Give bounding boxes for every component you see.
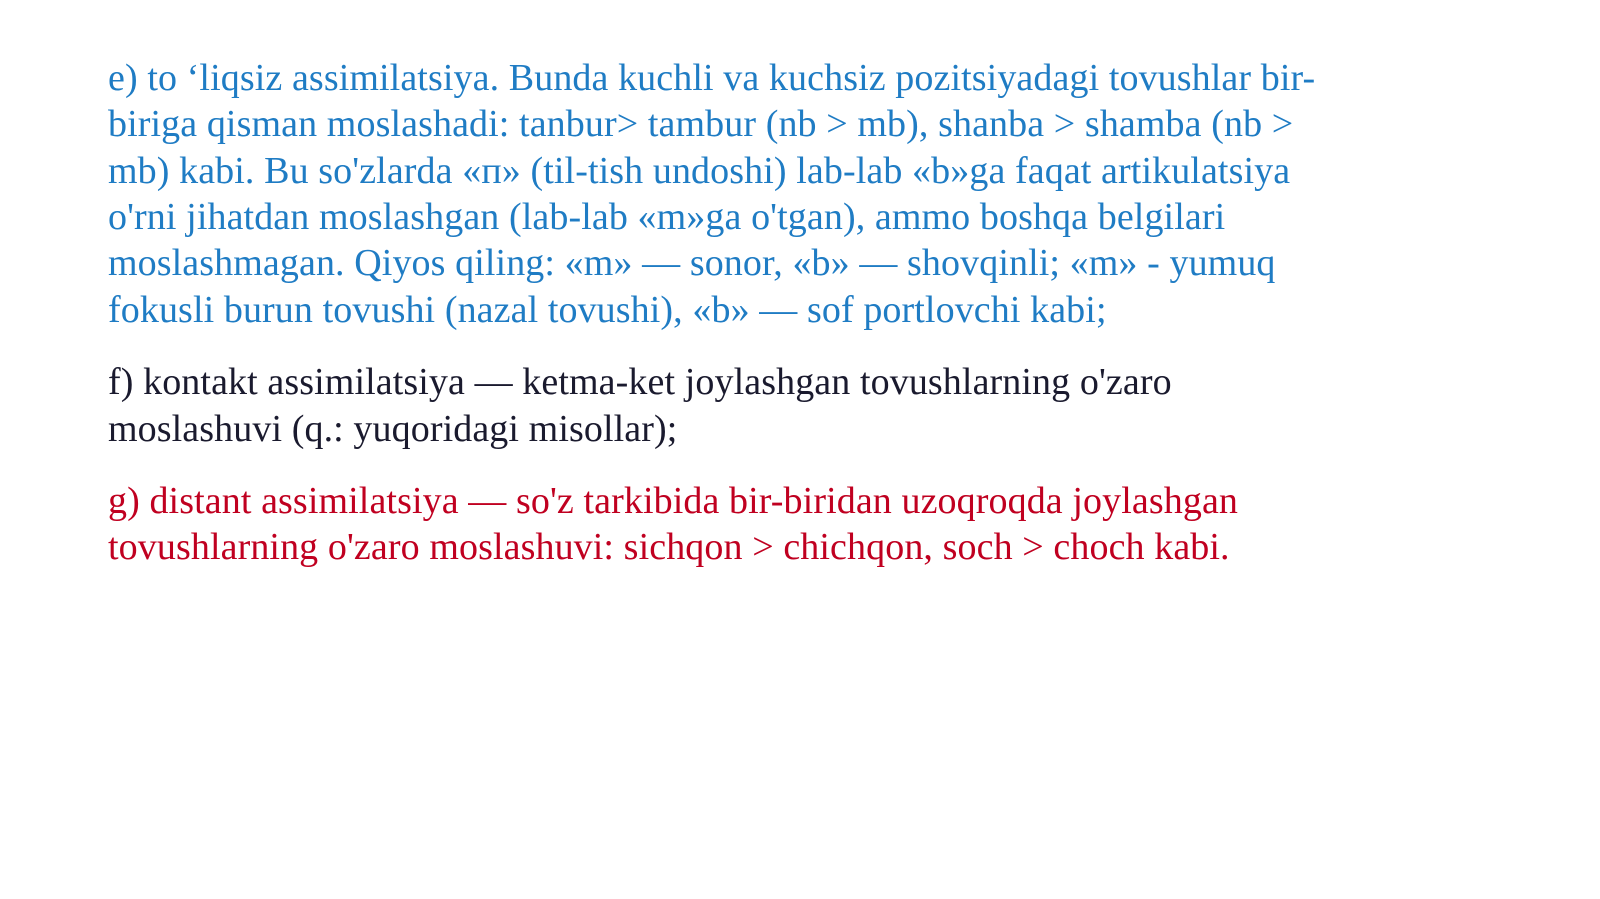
paragraph-f: f) kontakt assimilatsiya — ketma-ket joylashgan tovushlarning o'zaro moslashuvi (q.: yuqoridagi misollar); <box>108 361 1172 450</box>
slide-body <box>108 55 1328 571</box>
paragraph-g: g) distant assimilatsiya — so'z tarkibida bir-biridan uzoqroqda joylashgan tovushlarning o'zaro moslashuvi: sichqon > chichqon, soch > choch kabi. <box>108 479 1239 569</box>
paragraph-e: e) to ‘liqsiz assimilatsiya. Bunda kuchli va kuchsiz pozitsiyadagi tovushlar bir-biriga qisman moslashadi: tanbur> tambur (nb > mb), shanba > shamba (nb > mb) kabi. Bu so'zlarda «п» (til-tish undoshi) lab-lab «b»ga faqat artikulatsiya o'rni jihatdan moslashgan (lab-lab «m»ga o'tgan), ammo boshqa belgilari moslashmagan. Qiyos qiling: «m» — sonor, «b» — shovqinli; «m» - yumuq fokusli burun tovushi (nazal tovushi), «b» — sof portlovchi kabi; <box>108 57 1316 331</box>
